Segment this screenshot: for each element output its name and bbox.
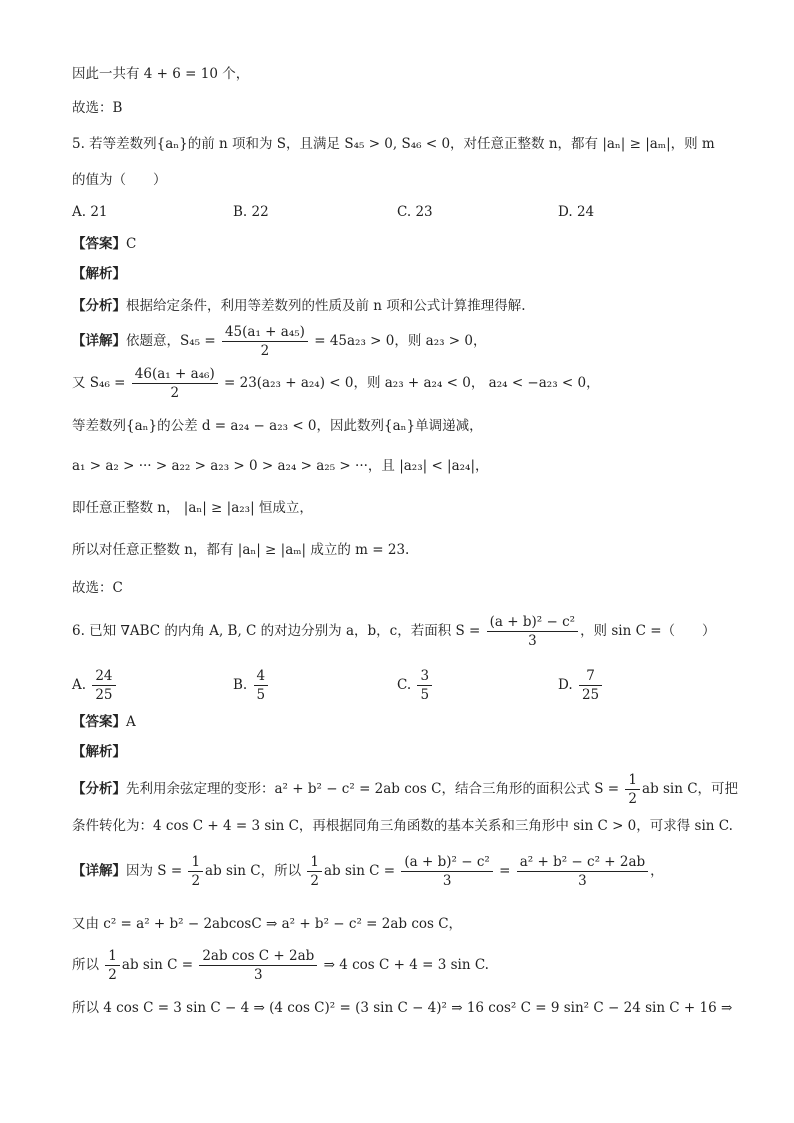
q5-detail-3: 等差数列{aₙ}的公差 d = a₂₄ − a₂₃ < 0，因此数列{aₙ}单调递减， (72, 418, 483, 434)
q6-option-d: D. $\frac{7}{25}$ (558, 668, 604, 703)
q5-detail-4: a₁ > a₂ > ··· > a₂₂ > a₂₃ > 0 > a₂₄ > a₂₅ > ···，且 |a₂₃| < |a₂₄|， (72, 458, 489, 474)
q6-analysis-2: 条件转化为：4 cos C + 4 = 3 sin C，再根据同角三角函数的基本关系和三角形中 sin C > 0，可求得 sin C. (72, 818, 733, 834)
q5-detail-1: 【详解】依题意，S₄₅ = $\frac{\text{45(a₁ + a₄₅)}}{2}$ = 45a₂₃ > 0，则 a₂₃ > 0， (72, 324, 487, 359)
question-5-stem-continued: 的值为（ ） (72, 172, 167, 188)
q6-detail-2: 又由 c² = a² + b² − 2abcosC ⇒ a² + b² − c² = 2ab cos C， (72, 916, 463, 932)
text-line: 因此一共有 4 + 6 = 10 个， (72, 66, 250, 82)
q5-analysis: 【分析】根据给定条件，利用等差数列的性质及前 n 项和公式计算推理得解. (72, 298, 526, 314)
q6-detail-3: 所以 $\frac{1}{2}$ ab sin C = $\frac{\text{2ab cos C + 2ab}}{3}$ ⇒ 4 cos C + 4 = 3 sin C. (72, 948, 489, 983)
q6-detail-1: 【详解】因为 S = $\frac{1}{2}$ ab sin C，所以 $\frac{1}{2}$ ab sin C = $\frac{\text{(a + b)² − c²}}{3}$ = $\frac{\text{a² + b² − c² + 2ab}}{3}$ ， (72, 854, 664, 889)
q6-answer: 【答案】A (72, 714, 136, 730)
q6-option-c: C. $\frac{3}{5}$ (397, 668, 434, 703)
q5-option-b: B. 22 (233, 204, 269, 220)
q6-option-b: B. $\frac{4}{5}$ (233, 668, 270, 703)
q5-option-c: C. 23 (397, 204, 433, 220)
q6-detail-4: 所以 4 cos C = 3 sin C − 4 ⇒ (4 cos C)² = (3 sin C − 4)² ⇒ 16 cos² C = 9 sin² C − 24 sin C + 16 ⇒ (72, 1000, 733, 1016)
q5-analysis-heading: 【解析】 (72, 266, 126, 282)
question-6-stem: 6. 已知 ∇ABC 的内角 A, B, C 的对边分别为 a，b，c，若面积 S = $\frac{\text{(a + b)² − c²}}{3}$ ，则 sin C =（ ） (72, 614, 716, 649)
q5-option-d: D. 24 (558, 204, 595, 220)
q6-analysis-1: 【分析】先利用余弦定理的变形：a² + b² − c² = 2ab cos C，结合三角形的面积公式 S = $\frac{1}{2}$ ab sin C，可把 (72, 772, 739, 807)
q6-analysis-heading: 【解析】 (72, 744, 126, 760)
q5-detail-2: 又 S₄₆ = $\frac{\text{46(a₁ + a₄₆)}}{2}$ = 23(a₂₃ + a₂₄) < 0，则 a₂₃ + a₂₄ < 0， a₂₄ < −a₂₃ < 0， (72, 366, 600, 401)
q5-detail-6: 所以对任意正整数 n，都有 |aₙ| ≥ |aₘ| 成立的 m = 23. (72, 542, 410, 558)
q5-answer: 【答案】C (72, 236, 137, 252)
q5-answer-choice: 故选：C (72, 580, 123, 596)
answer-choice-line: 故选：B (72, 100, 123, 116)
q5-detail-5: 即任意正整数 n， |aₙ| ≥ |a₂₃| 恒成立， (72, 500, 313, 516)
q6-option-a: A. $\frac{24}{25}$ (72, 668, 118, 703)
q5-option-a: A. 21 (72, 204, 108, 220)
question-5-stem: 5. 若等差数列{aₙ}的前 n 项和为 S，且满足 S₄₅ > 0, S₄₆ < 0，对任意正整数 n，都有 |aₙ| ≥ |aₘ|，则 m (72, 136, 715, 152)
